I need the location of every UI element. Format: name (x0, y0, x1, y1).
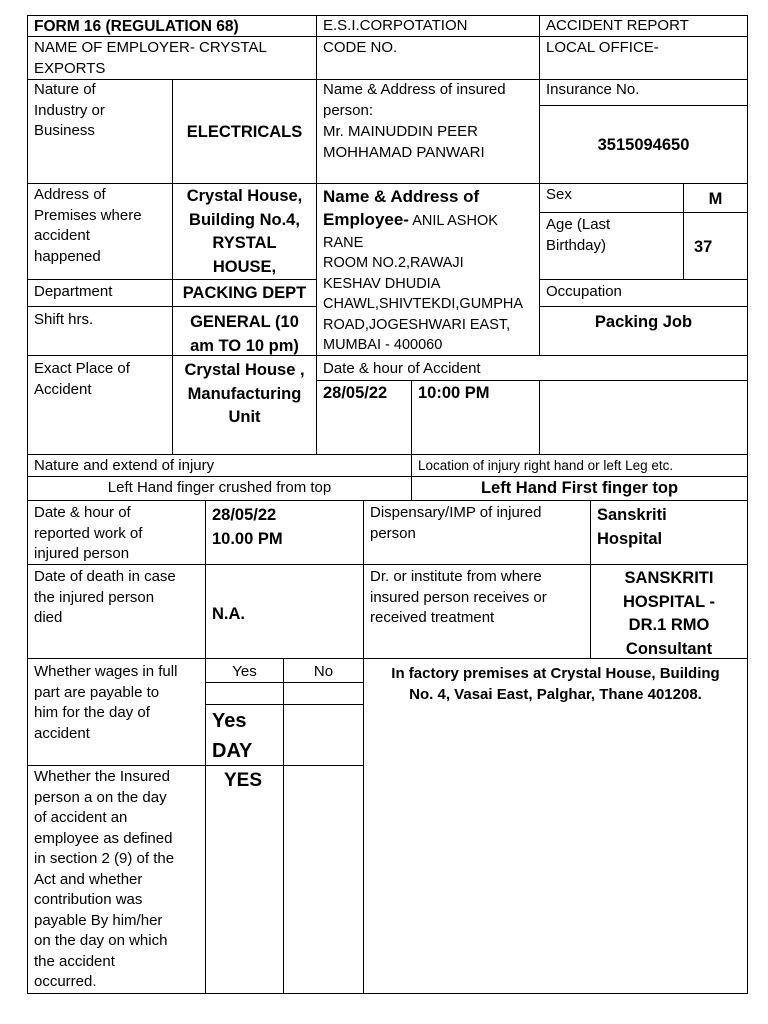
form-title: FORM 16 (REGULATION 68) (34, 18, 239, 35)
injury-location-value: Left Hand First finger top (480, 479, 679, 497)
wages-label: Whether wages in full part are payable to him for the day of accident (34, 663, 178, 742)
wages-no-header: No (313, 663, 334, 680)
injury-location-label: Location of injury right hand or left Leg etc. (418, 458, 674, 473)
reported-value: 28/05/22 10.00 PM (212, 506, 283, 548)
doctor-value: SANSKRITI HOSPITAL - DR.1 RMO Consultant (623, 569, 715, 658)
department-value: PACKING DEPT (182, 284, 307, 302)
grid-line (539, 105, 748, 106)
insured-on-day-label: Whether the Insured person a on the day of accident an employee as defined in section 2 (9) of the Act and whether contribution was payable By him/her on the day on which the accident occurred. (34, 768, 175, 990)
wages-yes-header: Yes (232, 663, 257, 680)
insurance-label: Insurance No. (546, 81, 640, 98)
grid-line (747, 15, 748, 994)
department-label: Department (34, 283, 113, 300)
wages-value: Yes DAY (212, 710, 253, 762)
age-value: 37 (694, 238, 713, 256)
employee-label-line (323, 208, 537, 233)
death-value: N.A. (212, 605, 245, 623)
employee-label (323, 185, 537, 254)
code-no-label: CODE NO. (323, 39, 398, 56)
insurance-number: 3515094650 (597, 136, 690, 154)
local-office-label: LOCAL OFFICE- (546, 39, 659, 56)
org-name: E.S.I.CORPOTATION (323, 17, 468, 34)
accident-time-label: Date & hour of Accident (323, 360, 481, 377)
age-label: Age (Last Birthday) (546, 216, 611, 254)
employee-block (317, 184, 539, 255)
employee-label-suffix: Employee- (323, 210, 409, 229)
accident-hour: 10:00 PM (418, 384, 490, 402)
doctor-label: Dr. or institute from where insured person receives or received treatment (370, 568, 547, 626)
insured-person-label: Name & Address of insured person: (323, 81, 506, 119)
employee-name-first-line: ANIL ASHOK (408, 213, 498, 229)
death-label: Date of death in case the injured person died (34, 568, 176, 626)
injury-nature-label: Nature and extend of injury (34, 457, 215, 474)
sex-value: M (708, 190, 723, 208)
shift-value: GENERAL (10 am TO 10 pm) (190, 313, 299, 355)
place-label: Exact Place of Accident (34, 360, 130, 398)
grid-line (283, 658, 284, 994)
insured-person-name: Mr. MAINUDDIN PEER MOHHAMAD PANWARI (323, 123, 485, 161)
shift-label: Shift hrs. (34, 311, 94, 328)
injury-nature-value: Left Hand finger crushed from top (107, 479, 332, 496)
grid-line (539, 380, 540, 455)
employee-name-rest: RANE (323, 235, 364, 251)
employee-label-line: Name & Address of (323, 187, 480, 206)
dispensary-value: Sanskriti Hospital (597, 506, 667, 548)
premises-value: Crystal House, Building No.4, RYSTAL HOUSE, (186, 187, 303, 276)
reported-label: Date & hour of reported work of injured person (34, 504, 143, 562)
sex-label: Sex (546, 186, 572, 203)
employee-address: ROOM NO.2,RAWAJI KESHAV DHUDIA CHAWL,SHIVTEKDI,GUMPHA ROAD,JOGESHWARI EAST, MUMBAI - 400060 (323, 255, 524, 353)
grid-line (539, 306, 748, 307)
accident-date: 28/05/22 (323, 384, 388, 402)
place-value: Crystal House , Manufacturing Unit (184, 361, 305, 426)
employer-name: NAME OF EMPLOYER- CRYSTAL EXPORTS (34, 39, 267, 77)
industry-label: Nature of Industry or Business (34, 81, 105, 139)
industry-value: ELECTRICALS (186, 123, 303, 141)
grid-line (539, 279, 748, 280)
occupation-value: Packing Job (594, 313, 693, 331)
occupation-label: Occupation (546, 283, 622, 300)
report-title: ACCIDENT REPORT (546, 17, 689, 34)
factory-address: In factory premises at Crystal House, Building No. 4, Vasai East, Palghar, Thane 401208. (391, 665, 720, 703)
premises-label: Address of Premises where accident happened (34, 186, 142, 265)
insured-on-day-value: YES (224, 770, 263, 791)
dispensary-label: Dispensary/IMP of injured person (370, 504, 542, 542)
